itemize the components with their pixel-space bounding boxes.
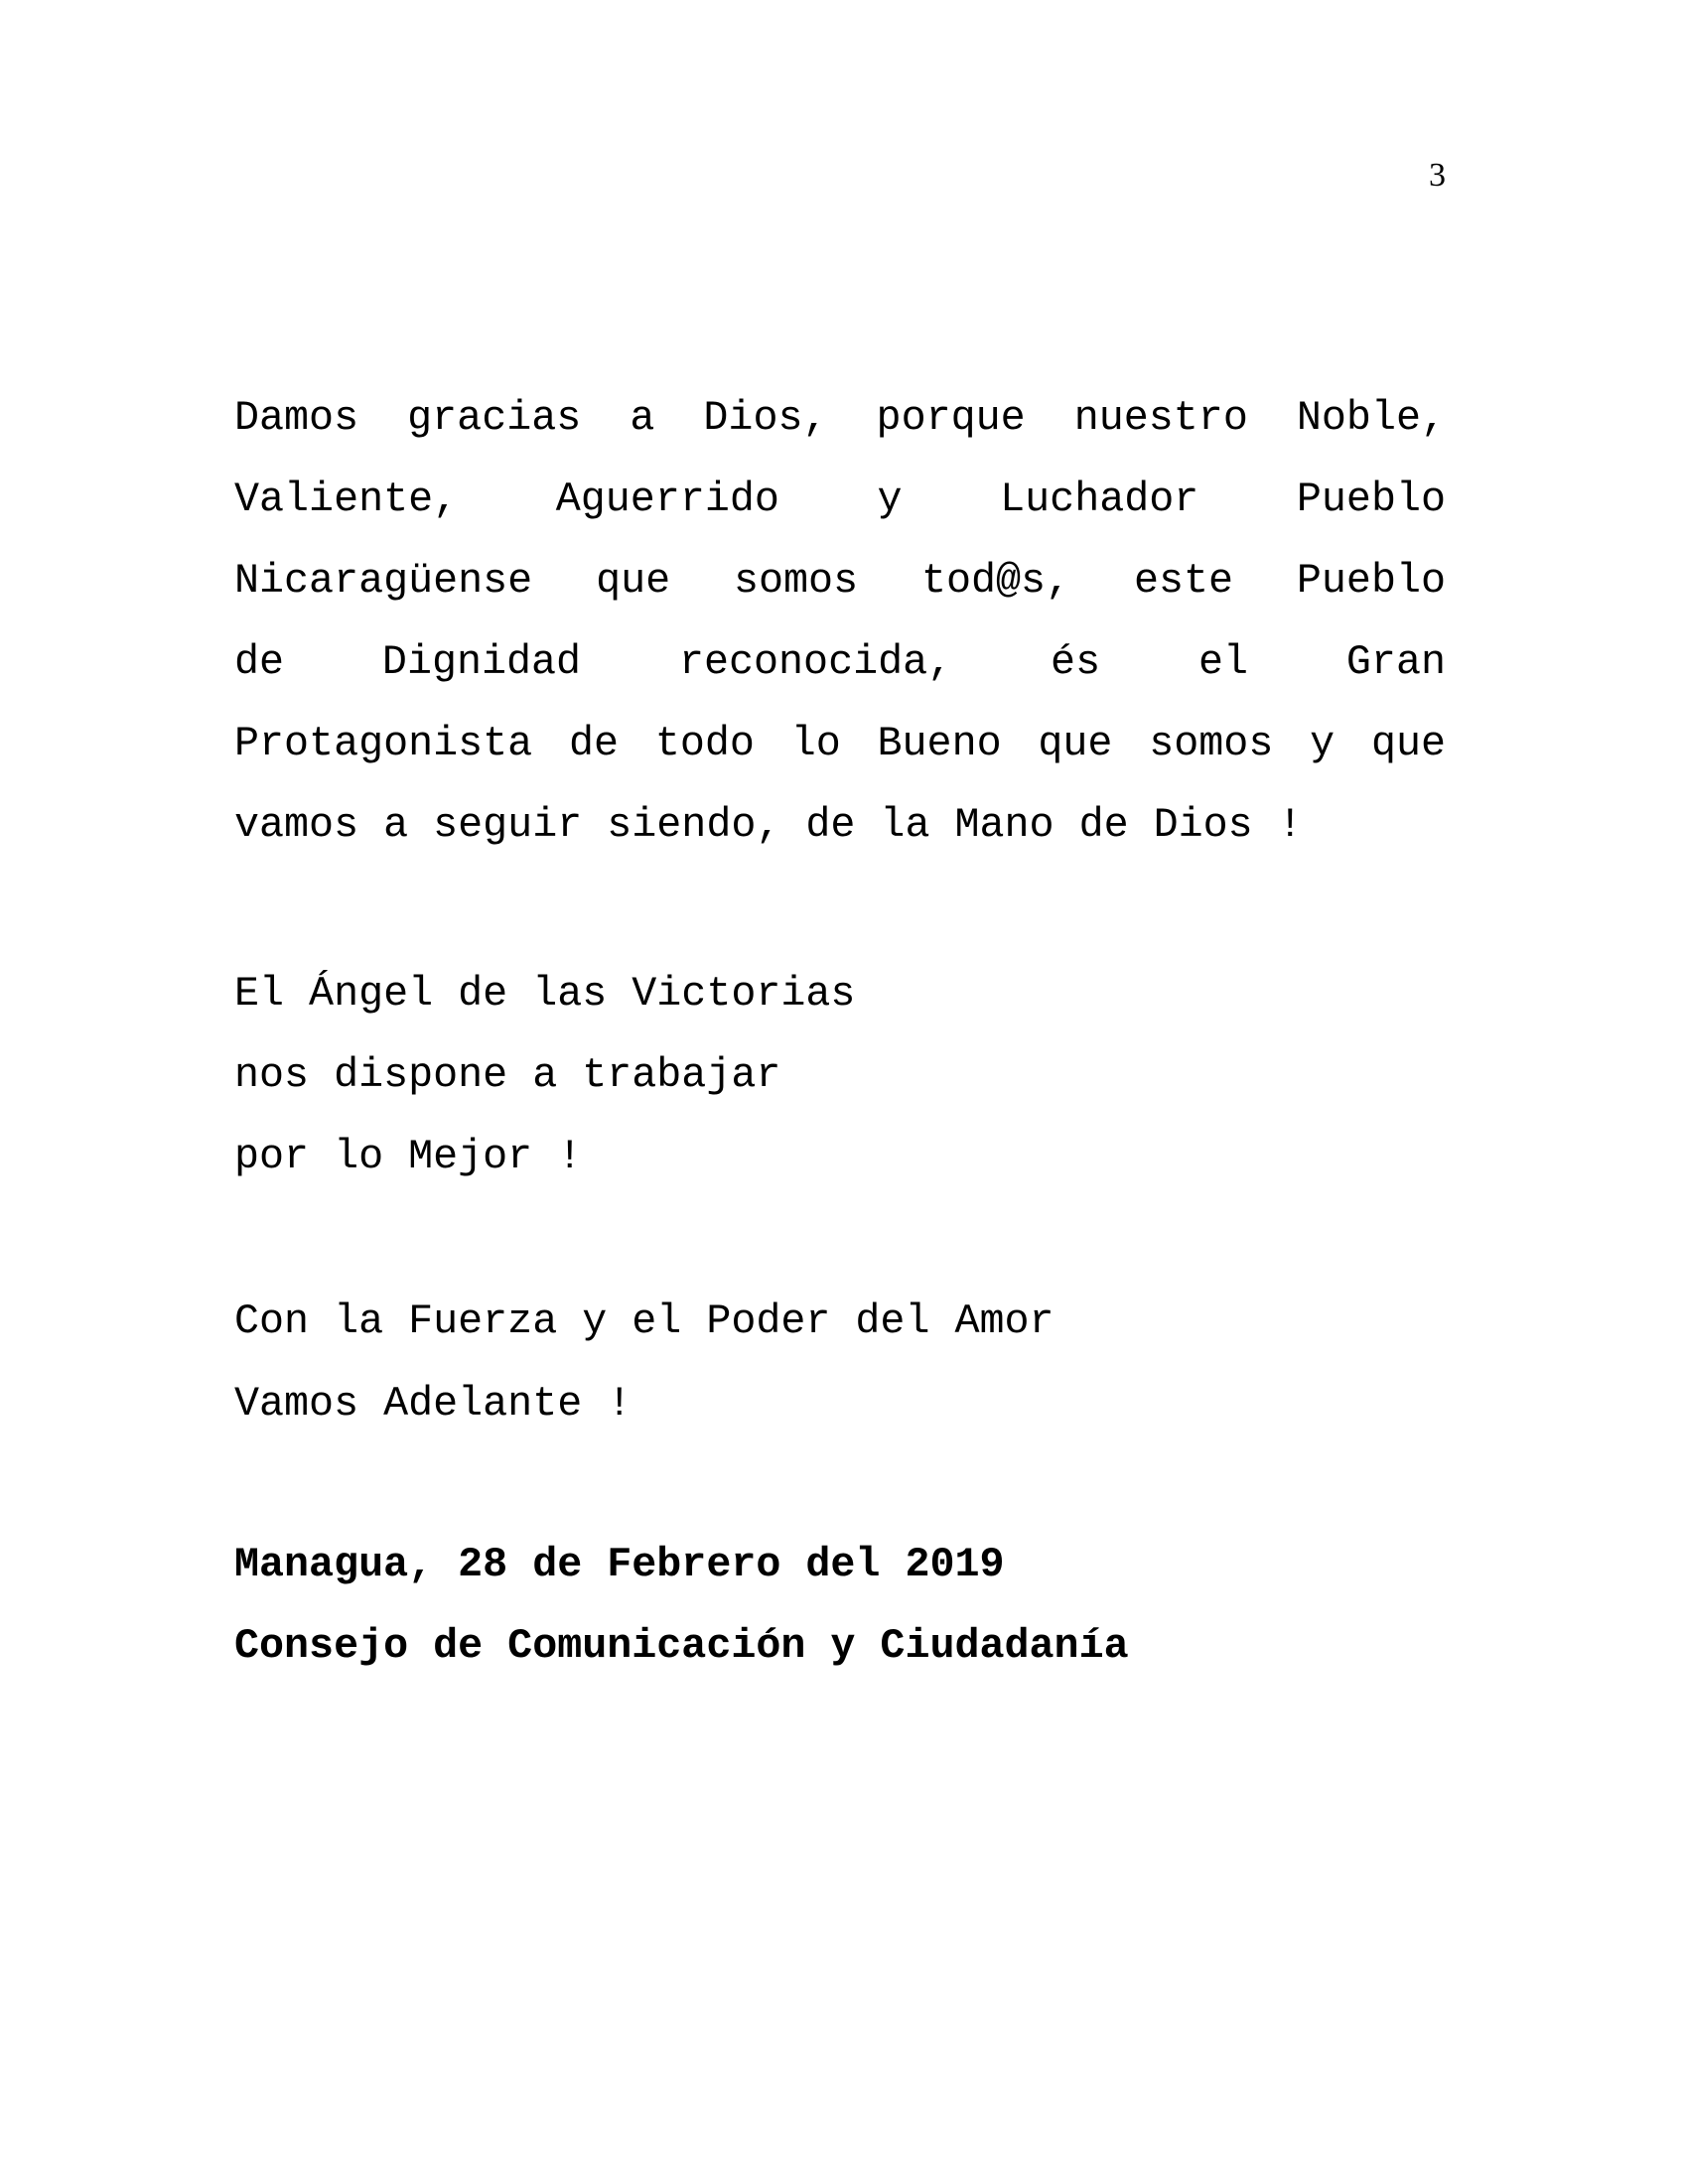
paragraph-line: Protagonista de todo lo Bueno que somos y que [234, 720, 1446, 767]
place-date: Managua, 28 de Febrero del 2019 [234, 1541, 1005, 1588]
paragraph-line: Damos gracias a Dios, porque nuestro Noble, [234, 394, 1446, 442]
page-number: 3 [1429, 157, 1446, 194]
verse-line: Vamos Adelante ! [234, 1380, 633, 1428]
paragraph-line: Valiente, Aguerrido y Luchador Pueblo [234, 476, 1446, 523]
organization-name: Consejo de Comunicación y Ciudadanía [234, 1622, 1129, 1670]
paragraph-line: de Dignidad reconocida, és el Gran [234, 638, 1446, 686]
verse-line: nos dispone a trabajar [234, 1051, 781, 1099]
verse-line: por lo Mejor ! [234, 1133, 583, 1180]
paragraph-line: Nicaragüense que somos tod@s, este Pueblo [234, 557, 1446, 605]
paragraph-line: vamos a seguir siendo, de la Mano de Dios ! [234, 801, 1303, 849]
verse-line: Con la Fuerza y el Poder del Amor [234, 1297, 1055, 1345]
verse-line: El Ángel de las Victorias [234, 970, 856, 1018]
